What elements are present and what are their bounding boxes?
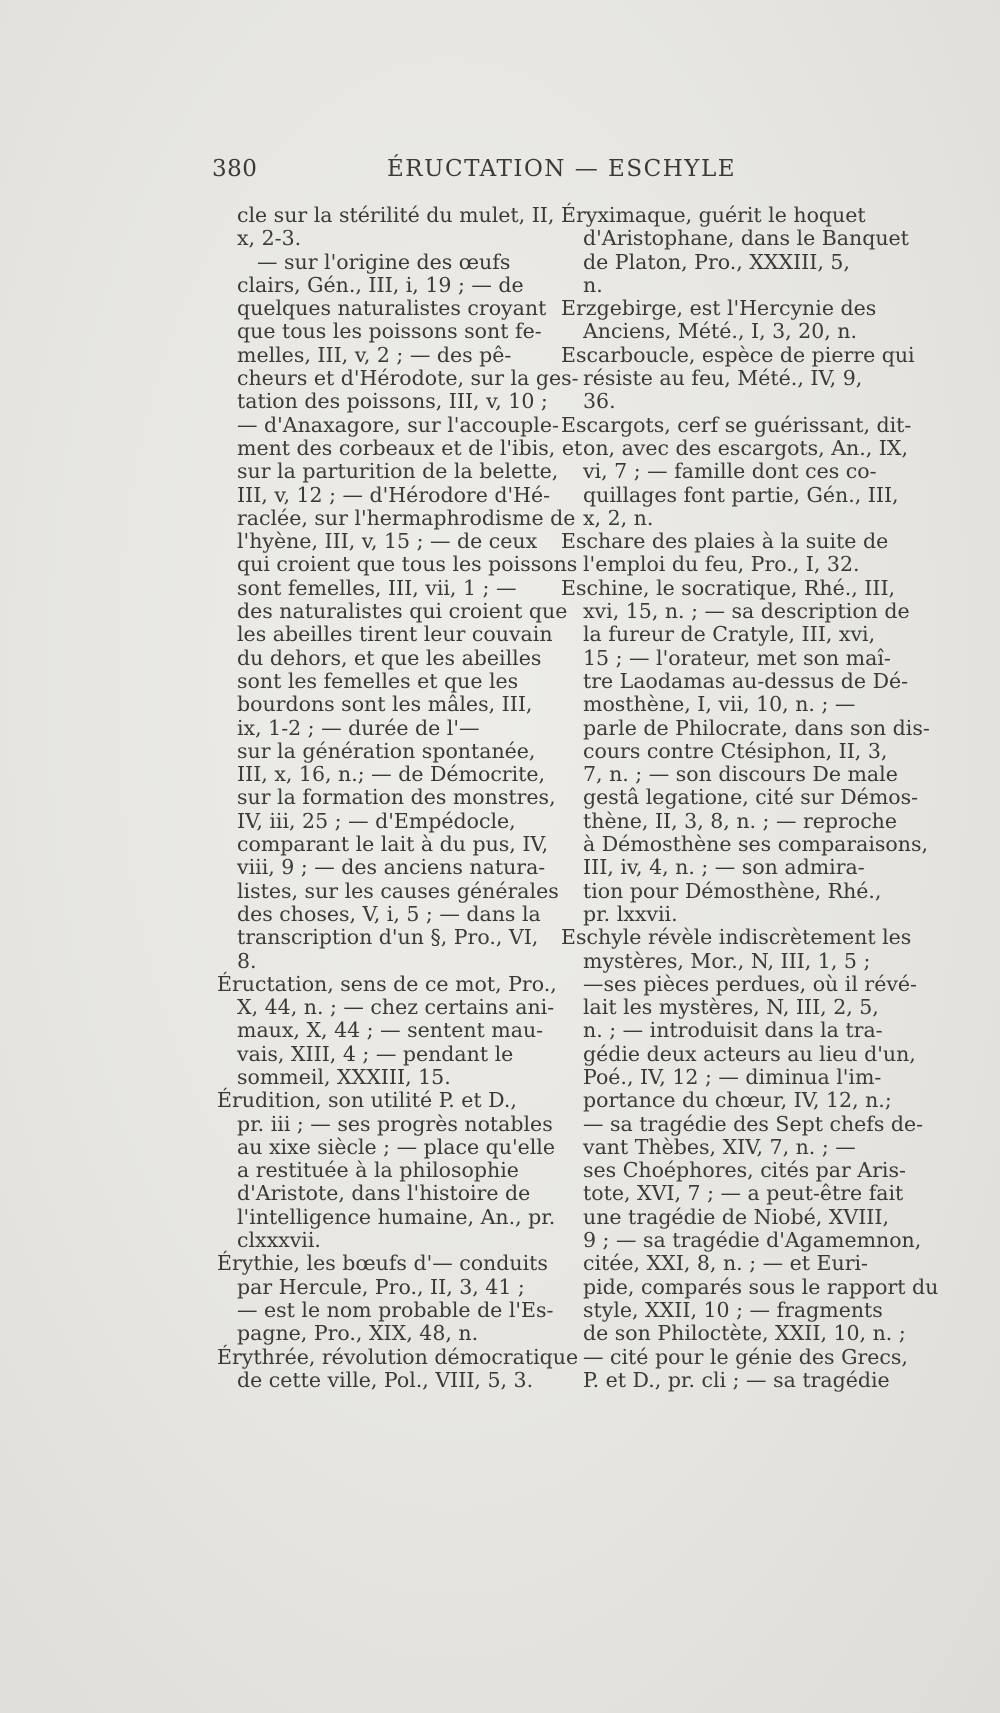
left-column-line: maux, X, 44 ; — sentent mau- (237, 1018, 544, 1043)
left-column-line: bourdons sont les mâles, III, (237, 692, 533, 717)
left-column-line: Érudition, son utilité P. et D., (217, 1088, 517, 1113)
right-column-line: résiste au feu, Mété., IV, 9, (583, 366, 863, 391)
right-column-line: à Démosthène ses comparaisons, (583, 832, 929, 857)
running-title: ÉRUCTATION — ESCHYLE (387, 156, 737, 182)
right-column-line: Escargots, cerf se guérissant, dit- (561, 412, 912, 437)
left-column-line: d'Aristote, dans l'histoire de (237, 1181, 531, 1206)
right-column-line: tion pour Démosthène, Rhé., (583, 878, 882, 903)
right-column (561, 203, 939, 1392)
right-column-line: — cité pour le génie des Grecs, (583, 1344, 908, 1369)
right-column-line: Escarboucle, espèce de pierre qui (561, 342, 915, 367)
right-column-line: 7, n. ; — son discours De male (583, 762, 898, 787)
left-column-line: l'intelligence humaine, An., pr. (237, 1204, 556, 1229)
left-column-line: pr. iii ; — ses progrès notables (237, 1111, 553, 1136)
left-column-line: sommeil, XXXIII, 15. (237, 1064, 451, 1089)
left-column-line: tation des poissons, III, v, 10 ; (237, 389, 548, 414)
right-column-line: 36. (583, 389, 616, 414)
left-column-line: 8. (237, 948, 257, 973)
right-column-line: Erzgebirge, est l'Hercynie des (561, 296, 877, 321)
right-column-line: quillages font partie, Gén., III, (583, 482, 899, 507)
right-column-line: III, iv, 4, n. ; — son admira- (583, 855, 865, 880)
left-column-line: quelques naturalistes croyant (237, 296, 547, 321)
left-column (217, 203, 583, 1392)
right-column-line: style, XXII, 10 ; — fragments (583, 1297, 883, 1322)
left-column-line: listes, sur les causes générales (237, 878, 559, 903)
right-column-line: 15 ; — l'orateur, met son maî- (583, 645, 891, 670)
left-column-line: clairs, Gén., III, i, 19 ; — de (237, 272, 524, 297)
right-column-line: gestâ legatione, cité sur Démos- (583, 785, 919, 810)
page-header (212, 156, 737, 186)
right-column-line: de son Philoctète, XXII, 10, n. ; (583, 1321, 906, 1346)
right-column-line: Anciens, Mété., I, 3, 20, n. (583, 319, 858, 344)
right-column-line: mystères, Mor., N, III, 1, 5 ; (583, 948, 871, 973)
left-column-line: au xixe siècle ; — place qu'elle (237, 1134, 555, 1159)
left-column-line: melles, III, v, 2 ; — des pê- (237, 342, 512, 367)
right-column-line: lait les mystères, N, III, 2, 5, (583, 995, 879, 1020)
left-column-line: sont femelles, III, vii, 1 ; — (237, 575, 517, 600)
right-column-line: Eschine, le socratique, Rhé., III, (561, 575, 896, 600)
left-column-line: sur la formation des monstres, (237, 785, 556, 810)
right-column-line: cours contre Ctésiphon, II, 3, (583, 738, 888, 763)
right-column-line: P. et D., pr. cli ; — sa tragédie (583, 1367, 890, 1392)
right-column-line: Eschyle révèle indiscrètement les (561, 925, 912, 950)
right-column-line: ses Choéphores, cités par Aris- (583, 1158, 906, 1183)
right-column-line: tre Laodamas au-dessus de Dé- (583, 668, 909, 693)
right-column-line: d'Aristophane, dans le Banquet (583, 226, 909, 251)
right-column-line: xvi, 15, n. ; — sa description de (583, 599, 910, 624)
right-column-line: —ses pièces perdues, où il révé- (583, 971, 917, 996)
left-column-line: a restituée à la philosophie (237, 1158, 519, 1183)
right-column-line: mosthène, I, vii, 10, n. ; — (583, 692, 856, 717)
right-column-line: n. (583, 272, 603, 297)
right-column-line: portance du chœur, IV, 12, n.; (583, 1088, 892, 1113)
left-column-line: des choses, V, i, 5 ; — dans la (237, 901, 541, 926)
left-column-line: sur la génération spontanée, (237, 738, 536, 763)
left-column-line: — sur l'origine des œufs (257, 249, 511, 274)
right-column-line: citée, XXI, 8, n. ; — et Euri- (583, 1251, 868, 1276)
left-column-line: — est le nom probable de l'Es- (237, 1297, 554, 1322)
right-column-line: l'emploi du feu, Pro., I, 32. (583, 552, 860, 577)
right-column-line: vant Thèbes, XIV, 7, n. ; — (583, 1134, 856, 1159)
right-column-line: Eschare des plaies à la suite de (561, 529, 889, 554)
left-column-line: cheurs et d'Hérodote, sur la ges- (237, 366, 579, 391)
right-column-line: 9 ; — sa tragédie d'Agamemnon, (583, 1228, 922, 1253)
left-column-line: clxxxvii. (237, 1228, 321, 1253)
left-column-line: l'hyène, III, v, 15 ; — de ceux (237, 529, 538, 554)
right-column-line: pr. lxxvii. (583, 901, 678, 926)
left-column-line: par Hercule, Pro., II, 3, 41 ; (237, 1274, 525, 1299)
left-column-line: que tous les poissons sont fe- (237, 319, 542, 344)
right-column-line: vi, 7 ; — famille dont ces co- (583, 459, 877, 484)
left-column-line: du dehors, et que les abeilles (237, 645, 542, 670)
right-column-line: gédie deux acteurs au lieu d'un, (583, 1041, 916, 1066)
page-number: 380 (212, 156, 258, 182)
right-column-line: n. ; — introduisit dans la tra- (583, 1018, 883, 1043)
left-column-line: — d'Anaxagore, sur l'accouple- (237, 412, 559, 437)
right-column-line: x, 2, n. (583, 505, 654, 530)
left-column-line: III, x, 16, n.; — de Démocrite, (237, 762, 546, 787)
right-column-line: Poé., IV, 12 ; — diminua l'im- (583, 1064, 882, 1089)
left-column-line: Éructation, sens de ce mot, Pro., (217, 971, 557, 996)
left-column-line: viii, 9 ; — des anciens natura- (237, 855, 546, 880)
right-column-line: pide, comparés sous le rapport du (583, 1274, 939, 1299)
right-column-line: — sa tragédie des Sept chefs de- (583, 1111, 924, 1136)
left-column-line: IV, iii, 25 ; — d'Empédocle, (237, 808, 516, 833)
left-column-line: vais, XIII, 4 ; — pendant le (237, 1041, 514, 1066)
right-column-line: une tragédie de Niobé, XVIII, (583, 1204, 889, 1229)
left-column-line: qui croient que tous les poissons (237, 552, 578, 577)
right-column-line: parle de Philocrate, dans son dis- (583, 715, 930, 740)
left-column-line: X, 44, n. ; — chez certains ani- (237, 995, 555, 1020)
left-column-line: les abeilles tirent leur couvain (237, 622, 553, 647)
left-column-line: comparant le lait à du pus, IV, (237, 832, 549, 857)
left-column-line: ix, 1-2 ; — durée de l'— (237, 715, 480, 740)
left-column-line: pagne, Pro., XIX, 48, n. (237, 1321, 479, 1346)
right-column-line: de Platon, Pro., XXXIII, 5, (583, 249, 850, 274)
left-column-line: ment des corbeaux et de l'ibis, et (237, 435, 583, 460)
left-column-line: sont les femelles et que les (237, 668, 519, 693)
right-column-line: tote, XVI, 7 ; — a peut-être fait (583, 1181, 904, 1206)
left-column-line: x, 2-3. (237, 226, 302, 251)
left-column-line: III, v, 12 ; — d'Hérodore d'Hé- (237, 482, 551, 507)
right-column-line: Éryximaque, guérit le hoquet (561, 203, 866, 227)
right-column-line: thène, II, 3, 8, n. ; — reproche (583, 808, 898, 833)
left-column-line: Érythie, les bœufs d'— conduits (217, 1251, 548, 1276)
left-column-line: de cette ville, Pol., VIII, 5, 3. (237, 1367, 534, 1392)
left-column-line: Érythrée, révolution démocratique (217, 1344, 579, 1369)
left-column-line: transcription d'un §, Pro., VI, (237, 925, 539, 950)
left-column-line: cle sur la stérilité du mulet, II, (237, 203, 555, 227)
left-column-line: sur la parturition de la belette, (237, 459, 559, 484)
left-column-line: des naturalistes qui croient que (237, 599, 568, 624)
right-column-line: la fureur de Cratyle, III, xvi, (583, 622, 876, 647)
left-column-line: raclée, sur l'hermaphrodisme de (237, 505, 576, 530)
right-column-line: on, avec des escargots, An., IX, (583, 435, 908, 460)
